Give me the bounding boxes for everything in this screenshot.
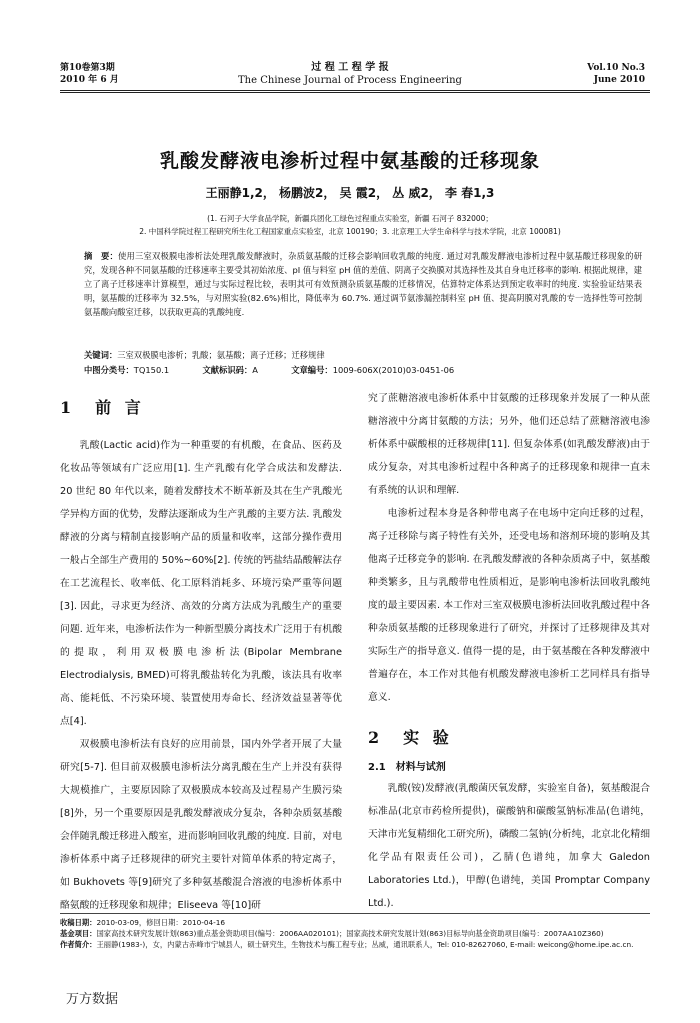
section-2-heading: 2 实 验: [368, 728, 453, 747]
issue-date-en: June 2010: [593, 75, 645, 85]
intro-paragraph-4: 电渗析过程本身是各种带电离子在电场中定向迁移的过程，离子迁移除与离子特性有关外，还受电场和溶剂环境的影响及其他离子迁移竞争的影响. 在乳酸发酵液的各种杂质离子中，氨基酸种类繁多，且与乳酸带电性质相近，是影响电渗析法回收乳酸纯度的最主要因素. 本工作对三室双极膜电渗析法回收乳酸过程中各种杂质氨基酸的迁移现象进行了研究，并探讨了迁移规律及其对实际生产的指导意义. 值得一提的是，由于氨基酸在各种发酵液中普遍存在，本工作对其他有机酸发酵液电渗析工艺同样具有指导意义.: [368, 508, 650, 703]
keywords-label: 关键词：: [84, 350, 118, 360]
keywords-text: 三室双极膜电渗析；乳酸；氨基酸；离子迁移；迁移规律: [117, 350, 325, 360]
footnote-rule: [60, 913, 650, 914]
intro-paragraph-3: 究了蔗糖溶液电渗析体系中甘氨酸的迁移现象并发展了一种从蔗糖溶液中分离甘氨酸的方法；另外，他们还总结了蔗糖溶液电渗析体系中碳酸根的迁移规律[11]. 但复杂体系(如乳酸发酵液)由于成分复杂，对其电渗析过程中各种离子的迁移现象和规律一直未有系统的认识和理解.: [368, 393, 650, 496]
footnote-author: [60, 939, 650, 950]
journal-title-block: [200, 61, 500, 87]
affiliation-line-2: 2. 中国科学院过程工程研究所生化工程国家重点实验室，北京 100190；3. 北京理工大学生命科学与技术学院，北京 100081): [139, 227, 561, 236]
received-label: 收稿日期：: [60, 918, 97, 927]
volume-issue: 第10卷第3期: [60, 63, 115, 73]
journal-title-cn: 过 程 工 程 学 报: [311, 62, 389, 73]
footnote-fund: [60, 928, 650, 939]
left-column: [60, 393, 342, 917]
materials-paragraph: 乳酸(铵)发酵液(乳酸菌厌氧发酵，实验室自备)，氨基酸混合标准品(北京市药检所提供)，碳酸钠和碳酸氢钠标准品(色谱纯，天津市光复精细化工研究所)，磷酸二氢钠(分析纯，北京北化精细化学品有限责任公司)，乙腈(色谱纯，加拿大 Galedon Laboratories Ltd.)，甲醇(色谱纯，美国 Promptar Company Ltd.).: [368, 783, 650, 909]
article-number-label: 文章编号：: [291, 365, 333, 375]
section-1-heading: 1 前 言: [60, 398, 145, 417]
clc-value: TQ150.1: [133, 365, 170, 375]
fund-label: 基金项目：: [60, 929, 97, 938]
received-dates: 2010-03-09，修回日期：2010-04-16: [96, 918, 226, 927]
header-rule: [60, 90, 650, 91]
abstract-label: 摘 要：: [84, 251, 119, 261]
section-2-1-heading: 2.1 材料与试剂: [368, 762, 446, 773]
clc-label: 中图分类号：: [84, 365, 134, 375]
intro-paragraph-1: 乳酸(Lactic acid)作为一种重要的有机酸，在食品、医药及化妆品等领域有广泛应用[1]. 生产乳酸有化学合成法和发酵法. 20 世纪 80 年代以来，随着发酵技术不断革新及其在生产乳酸光学异构方面的优势，发酵法逐渐成为生产乳酸的主要方法. 乳酸发酵液的分离与精制直接影响产品的质量和收率，这部分操作费用一般占全部生产费用的 50%~60%[2]. 传统的钙盐结晶酸解法存在工艺流程长、收率低、化工原料消耗多、环境污染严重等问题[3]. 因此，寻求更为经济、高效的分离方法成为乳酸生产的重要问题. 近年来，电渗析法作为一种新型膜分离技术广泛用于有机酸的提取，利用双极膜电渗析法(Bipolar Membrane Electrodialysis, BMED)可将乳酸盐转化为乳酸，该法具有收率高、能耗低、不污染环境、装置使用寿命长、经济效益显著等优点[4].: [60, 440, 342, 727]
affiliation-line-1: (1. 石河子大学食品学院，新疆兵团化工绿色过程重点实验室，新疆 石河子 832000；: [207, 214, 493, 223]
header-rule-2: [60, 92, 650, 93]
watermark: 万方数据: [66, 992, 119, 1007]
abstract: [84, 249, 642, 319]
footnote: [60, 917, 650, 950]
author-bio-text: 王丽静(1983-)，女，内蒙古赤峰市宁城县人，硕士研究生，生物技术与酶工程专业；丛威，通讯联系人，Tel: 010-82627060, E-mail: weicong@home.ipe.ac.cn.: [96, 940, 634, 949]
keywords: [84, 348, 642, 362]
abstract-text: 使用三室双极膜电渗析法处理乳酸发酵液时，杂质氨基酸的迁移会影响回收乳酸的纯度. 通过对乳酸发酵液电渗析过程中氨基酸迁移现象的研究，发现各种不同氨基酸的迁移速率主要受其初始浓度、pI 值与料室 pH 值的差值、阴离子交换膜对其选择性及其自身电迁移率的影响. 根据此规律，建立了离子迁移速率计算模型，通过与实际过程比较，表明其可有效预测杂质氨基酸的迁移情况，估算特定体系达到预定收率时的纯度. 实验验证结果表明，氨基酸的迁移率为 32.5%，与对照实验(82.6%)相比，降低率为 60.7%. 通过调节氨渗漏控制料室 pH 值、提高阴膜对乳酸的专一选择性等可控制氨基酸向酸室迁移，以获取更高的乳酸纯度.: [84, 251, 642, 317]
author-list: 王丽静1,2， 杨鹏波2， 吴 霞2， 丛 威2， 李 春1,3: [205, 186, 495, 200]
intro-paragraph-2: 双极膜电渗析法有良好的应用前景，国内外学者开展了大量研究[5-7]. 但目前双极膜电渗析法分离乳酸在生产上并没有获得大规模推广，主要原因除了双极膜成本较高及过程易产生膜污染[8]外，另一个重要原因是乳酸发酵液成分复杂，各种杂质氨基酸会伴随乳酸迁移进入酸室，进而影响回收乳酸的纯度. 目前，对电渗析体系中离子迁移规律的研究主要针对简单体系的特定离子，如 Bukhovets 等[9]研究了多种氨基酸混合溶液的电渗析体系中酪氨酸的迁移现象和规律；Eliseeva 等[10]研: [60, 739, 342, 911]
right-column: [368, 387, 650, 915]
journal-volume-en: [587, 62, 645, 86]
volume-issue-en: Vol.10 No.3: [587, 63, 645, 73]
journal-volume: [60, 62, 119, 86]
paper-title: 乳酸发酵液电渗析过程中氨基酸的迁移现象: [159, 150, 540, 172]
journal-title-en: The Chinese Journal of Process Engineering: [238, 75, 462, 86]
doc-code-value: A: [252, 365, 258, 375]
footnote-received: [60, 917, 650, 928]
article-number-value: 1009-606X(2010)03-0451-06: [332, 365, 455, 375]
classification-line: [84, 363, 642, 377]
issue-date: 2010 年 6 月: [60, 75, 119, 85]
doc-code-label: 文献标识码：: [202, 365, 253, 375]
fund-text: 国家高技术研究发展计划(863)重点基金资助项目(编号：2006AA020101)；国家高技术研究发展计划(863)目标导向基金资助项目(编号：2007AA10Z360): [96, 929, 604, 938]
author-bio-label: 作者简介：: [60, 940, 97, 949]
